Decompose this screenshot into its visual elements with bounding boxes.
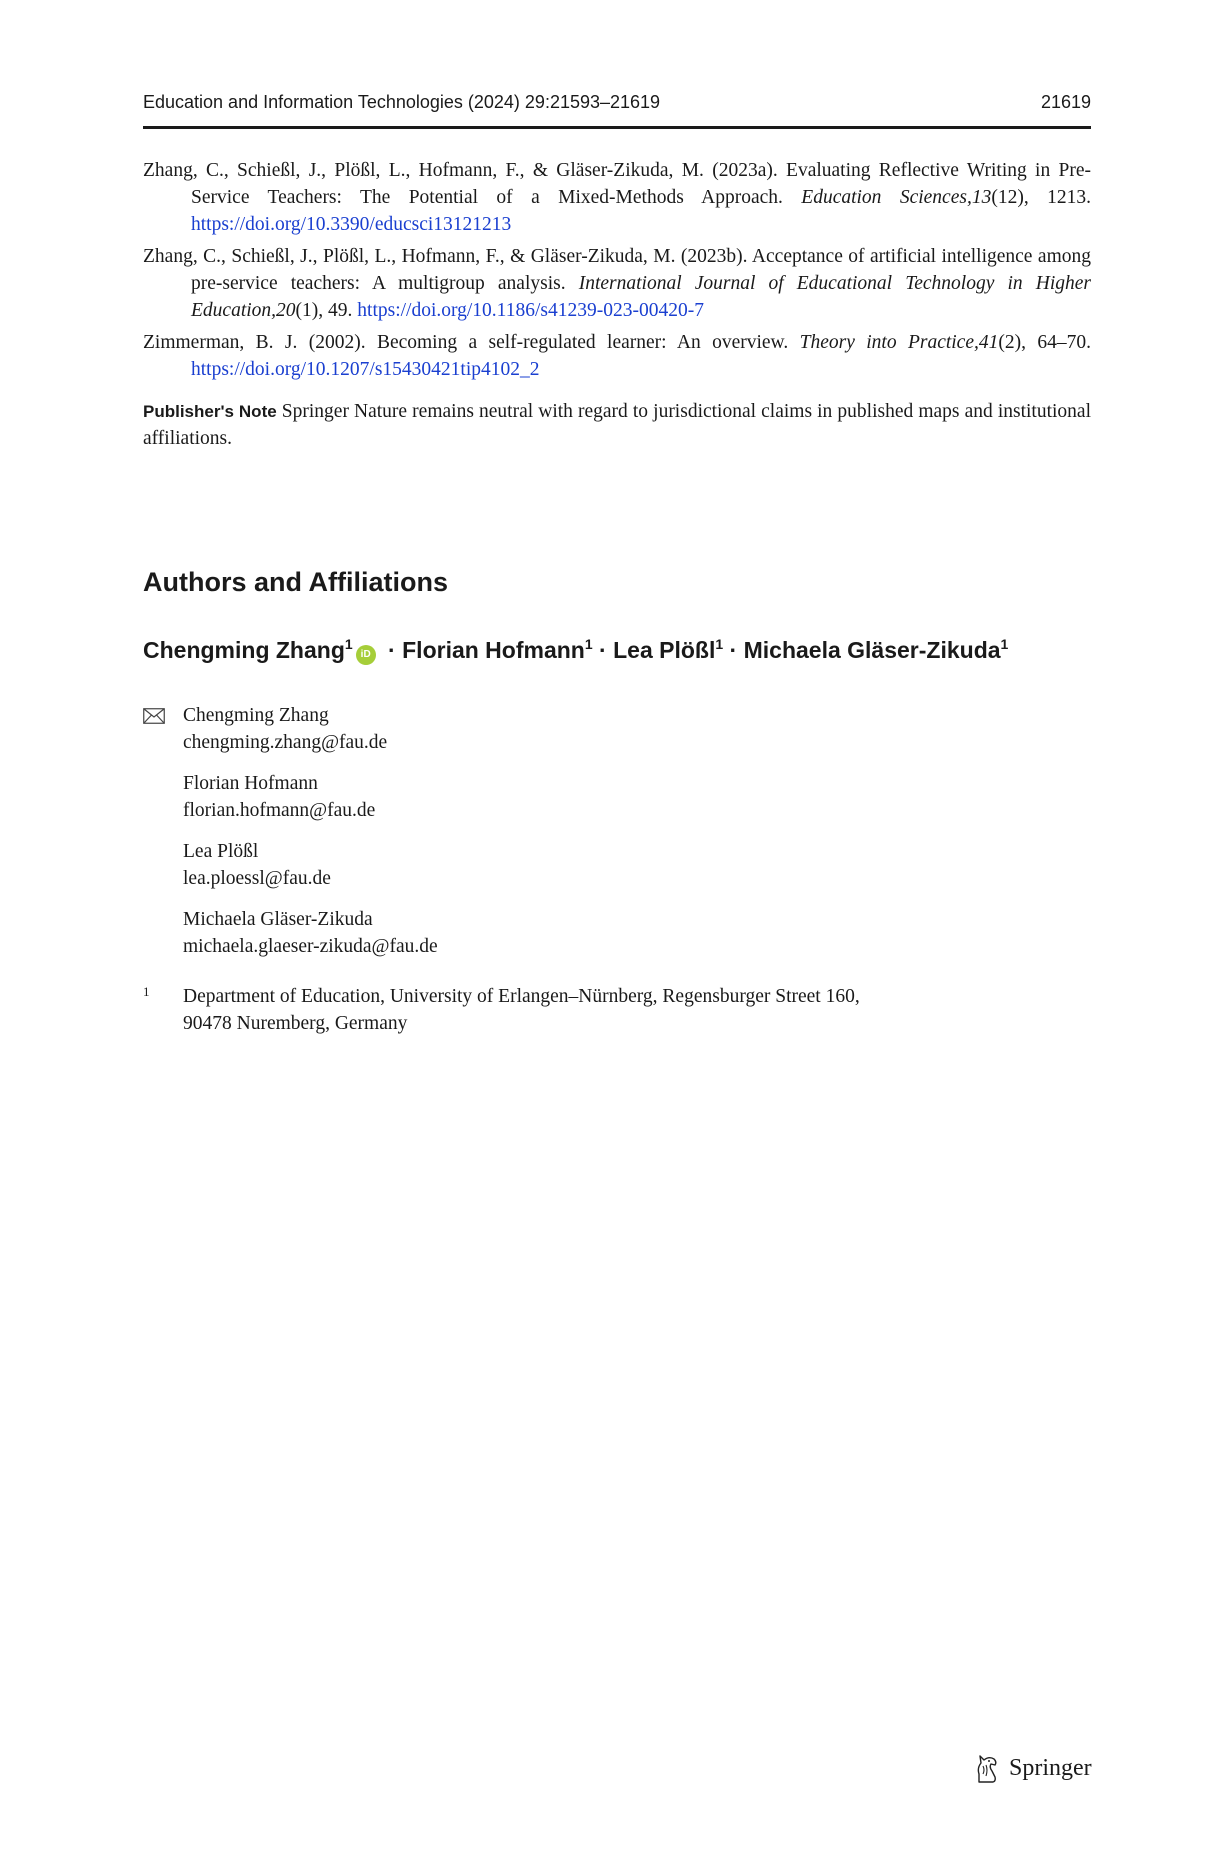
reference-text: (1), 49. bbox=[295, 300, 358, 321]
reference-journal: Education Sciences,13 bbox=[801, 187, 992, 208]
reference-text: Zhang, C., Schießl, J., Plößl, L., Hofmann, F., & Gläser-Zikuda, M. (2023b). Acceptance of artificial intelligence among pre-service teachers: A multigroup analysis. bbox=[143, 246, 1091, 294]
page-number: 21619 bbox=[1040, 92, 1091, 112]
reference-text: Zimmerman, B. J. (2002). Becoming a self-regulated learner: An overview. bbox=[143, 332, 800, 353]
reference-journal: Theory into Practice,41 bbox=[799, 332, 999, 353]
doi-link[interactable]: https://doi.org/10.1207/s15430421tip4102_2 bbox=[191, 359, 540, 380]
reference-item bbox=[143, 243, 1091, 324]
affiliation-line: 90478 Nuremberg, Germany bbox=[183, 1013, 408, 1034]
affiliation-text bbox=[143, 983, 1091, 1037]
journal-citation: Education and Information Technologies (2024) 29:21593–21619 bbox=[143, 92, 661, 112]
envelope-icon bbox=[143, 708, 165, 724]
contact-name: Chengming Zhang bbox=[183, 705, 329, 726]
author-separator: · bbox=[592, 637, 614, 663]
orcid-icon[interactable]: iD bbox=[356, 645, 376, 665]
author-name: Michaela Gläser-Zikuda bbox=[743, 637, 1001, 663]
springer-horse-icon bbox=[973, 1752, 1001, 1784]
contact-entry bbox=[143, 838, 1091, 892]
publisher-footer bbox=[973, 1752, 1092, 1784]
publisher-name: Springer bbox=[1009, 1755, 1092, 1781]
author-separator: · bbox=[381, 637, 403, 663]
reference-item bbox=[143, 157, 1091, 238]
doi-link[interactable]: https://doi.org/10.1186/s41239-023-00420-7 bbox=[357, 300, 704, 321]
header-rule bbox=[143, 126, 1091, 129]
reference-item bbox=[143, 329, 1091, 383]
reference-journal: International Journal of Educational Technology in Higher Education,20 bbox=[191, 273, 1091, 321]
author-contacts bbox=[143, 702, 1091, 974]
author-name: Florian Hofmann bbox=[402, 637, 585, 663]
section-title: Authors and Affiliations bbox=[143, 567, 448, 597]
contact-entry bbox=[143, 906, 1091, 960]
publisher-note-text: Springer Nature remains neutral with regard to jurisdictional claims in published maps and institutional affiliations. bbox=[143, 401, 1091, 449]
affiliation-number: 1 bbox=[143, 984, 150, 999]
author-list bbox=[143, 633, 1103, 667]
affiliation bbox=[143, 983, 1091, 1037]
affiliation-superscript: 1 bbox=[1000, 636, 1009, 652]
contact-entry bbox=[143, 702, 1091, 756]
contact-email[interactable]: lea.ploessl@fau.de bbox=[183, 868, 331, 889]
affiliation-superscript: 1 bbox=[344, 636, 353, 652]
contact-email[interactable]: michaela.glaeser-zikuda@fau.de bbox=[183, 936, 438, 957]
author-name: Chengming Zhang bbox=[143, 637, 345, 663]
author-separator: · bbox=[723, 637, 744, 663]
doi-link[interactable]: https://doi.org/10.3390/educsci13121213 bbox=[191, 214, 512, 235]
reference-text: (2), 64–70. bbox=[998, 332, 1091, 353]
running-header bbox=[143, 88, 1091, 116]
affiliation-line: Department of Education, University of Erlangen–Nürnberg, Regensburger Street 160, bbox=[183, 986, 860, 1007]
contact-email[interactable]: florian.hofmann@fau.de bbox=[183, 800, 376, 821]
publisher-note-label: Publisher's Note bbox=[143, 402, 277, 421]
contact-name: Michaela Gläser-Zikuda bbox=[183, 909, 373, 930]
affiliation-superscript: 1 bbox=[715, 636, 724, 652]
contact-name: Lea Plößl bbox=[183, 841, 259, 862]
reference-text: (12), 1213. bbox=[991, 187, 1091, 208]
publisher-note bbox=[143, 398, 1091, 452]
reference-text: Zhang, C., Schießl, J., Plößl, L., Hofmann, F., & Gläser-Zikuda, M. (2023a). Evaluating Reflective Writing in Pre-Service Teachers: The Potential of a Mixed-Methods Approach. bbox=[143, 160, 1091, 208]
reference-list bbox=[143, 157, 1091, 388]
contact-email[interactable]: chengming.zhang@fau.de bbox=[183, 732, 388, 753]
author-name: Lea Plößl bbox=[613, 637, 716, 663]
affiliation-superscript: 1 bbox=[584, 636, 593, 652]
contact-entry bbox=[143, 770, 1091, 824]
contact-name: Florian Hofmann bbox=[183, 773, 318, 794]
